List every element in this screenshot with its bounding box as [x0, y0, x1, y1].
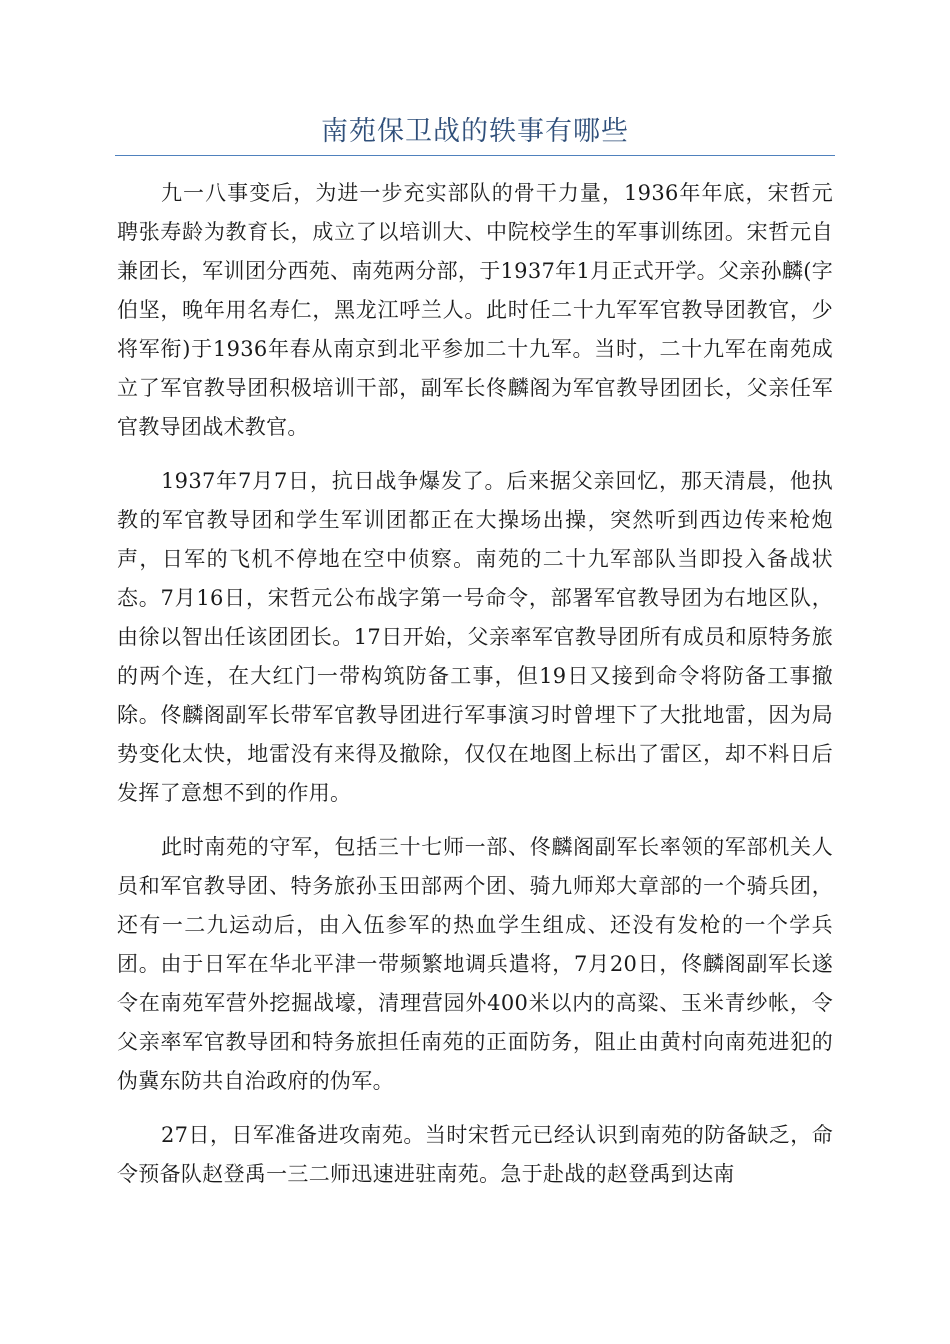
paragraph-3: 此时南苑的守军，包括三十七师一部、佟麟阁副军长率领的军部机关人员和军官教导团、特务旅孙玉田部两个团、骑九师郑大章部的一个骑兵团，还有一二九运动后，由入伍参军的热血学生组成、还没有发枪的一个学兵团。由于日军在华北平津一带频繁地调兵遣将，7月20日，佟麟阁副军长遂令在南苑军营外挖掘战壕，清理营园外400米以内的高粱、玉米青纱帐，令父亲率军官教导团和特务旅担任南苑的正面防务，阻止由黄村向南苑进犯的伪冀东防共自治政府的伪军。 [117, 835, 833, 1093]
title-underline [115, 155, 835, 156]
paragraph-2: 1937年7月7日，抗日战争爆发了。后来据父亲回忆，那天清晨，他执教的军官教导团和学生军训团都正在大操场出操，突然听到西边传来枪炮声，日军的飞机不停地在空中侦察。南苑的二十九军部队当即投入备战状态。7月16日，宋哲元公布战字第一号命令，部署军官教导团为右地区队，由徐以智出任该团团长。17日开始，父亲率军官教导团所有成员和原特务旅的两个连，在大红门一带构筑防备工事，但19日又接到命令将防备工事撤除。佟麟阁副军长带军官教导团进行军事演习时曾埋下了大批地雷，因为局势变化太快，地雷没有来得及撤除，仅仅在地图上标出了雷区，却不料日后发挥了意想不到的作用。 [117, 469, 833, 805]
document-title: 南苑保卫战的轶事有哪些 [321, 116, 629, 147]
paragraph-4: 27日，日军准备进攻南苑。当时宋哲元已经认识到南苑的防备缺乏，命令预备队赵登禹一三二师迅速进驻南苑。急于赴战的赵登禹到达南 [117, 1123, 833, 1186]
paragraph-1: 九一八事变后，为进一步充实部队的骨干力量，1936年年底，宋哲元聘张寿龄为教育长，成立了以培训大、中院校学生的军事训练团。宋哲元自兼团长，军训团分西苑、南苑两分部，于1937年1月正式开学。父亲孙麟(字伯坚，晚年用名寿仁，黑龙江呼兰人。此时任二十九军军官教导团教官，少将军衔)于1936年春从南京到北平参加二十九军。当时，二十九军在南苑成立了军官教导团积极培训干部，副军长佟麟阁为军官教导团团长，父亲任军官教导团战术教官。 [117, 181, 833, 439]
document-body [117, 174, 833, 1209]
